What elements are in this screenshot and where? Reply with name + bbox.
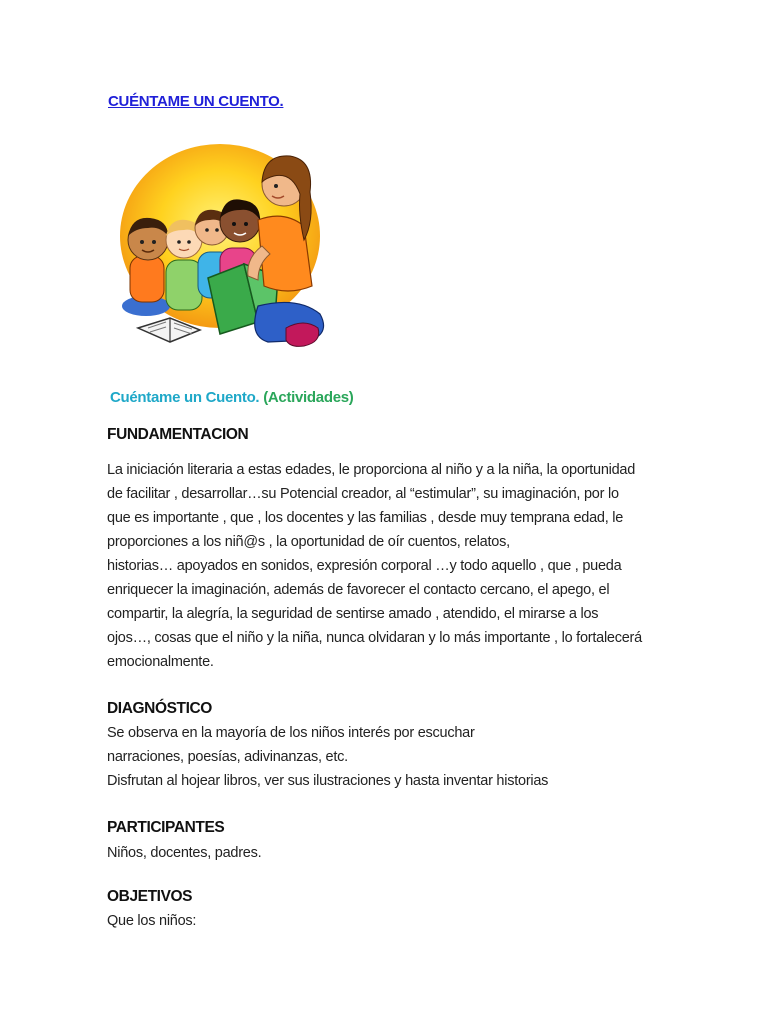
heading-participantes: PARTICIPANTES (107, 819, 225, 836)
heading-diagnostico: DIAGNÓSTICO (107, 700, 212, 717)
text-line: enriquecer la imaginación, además de favorecer el contacto cercano, el apego, el (107, 582, 610, 598)
text-line: La iniciación literaria a estas edades, le proporciona al niño y a la niña, la oportunidad (107, 462, 636, 478)
subtitle-title: Cuéntame un Cuento. (110, 389, 260, 406)
text-line: Niños, docentes, padres. (107, 845, 262, 861)
heading-objetivos: OBJETIVOS (107, 888, 193, 905)
activities-subtitle (110, 389, 353, 406)
text-line: Se observa en la mayoría de los niños interés por escuchar (107, 725, 475, 741)
text-line: narraciones, poesías, adivinanzas, etc. (107, 749, 348, 765)
paragraph-participantes (107, 841, 677, 865)
text-line: historias… apoyados en sonidos, expresión corporal …y todo aquello , que , pueda (107, 558, 622, 574)
paragraph-diagnostico (107, 721, 677, 793)
text-line: que es importante , que , los docentes y las familias , desde muy temprana edad, le (107, 510, 624, 526)
subtitle-activities: (Actividades) (263, 389, 354, 406)
paragraph-fundamentacion (107, 458, 677, 674)
storytelling-illustration (108, 136, 340, 362)
text-line: Que los niños: (107, 913, 197, 929)
text-line: de facilitar , desarrollar…su Potencial creador, al “estimular”, su imaginación, por lo (107, 486, 619, 502)
text-line: proporciones a los niñ@s , la oportunidad de oír cuentos, relatos, (107, 534, 510, 550)
text-line: emocionalmente. (107, 654, 214, 670)
text-line: Disfrutan al hojear libros, ver sus ilustraciones y hasta inventar historias (107, 773, 549, 789)
heading-fundamentacion: FUNDAMENTACION (107, 426, 249, 443)
page-title-link[interactable]: CUÉNTAME UN CUENTO. (108, 93, 284, 110)
text-line: ojos…, cosas que el niño y la niña, nunca olvidaran y lo más importante , lo fortalecerá (107, 630, 642, 646)
text-line: compartir, la alegría, la seguridad de sentirse amado , atendido, el mirarse a los (107, 606, 599, 622)
paragraph-objetivos (107, 909, 677, 933)
